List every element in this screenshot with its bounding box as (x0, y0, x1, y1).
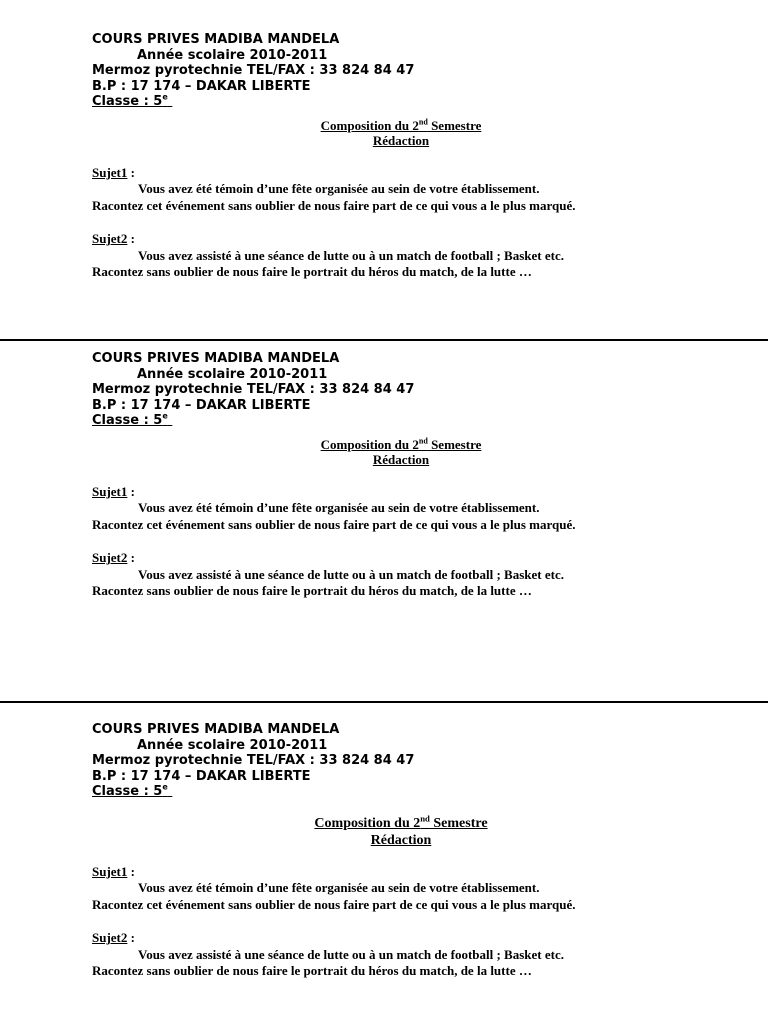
class-text: Classe : 5 (92, 784, 163, 800)
school-header (92, 32, 712, 110)
class-text: Classe : 5 (92, 413, 163, 429)
composition-suffix: Semestre (427, 117, 482, 133)
composition-prefix: Composition du 2 (320, 117, 419, 133)
subject-2 (92, 930, 712, 980)
composition-superscript: nd (418, 117, 428, 127)
composition-title (91, 118, 711, 149)
subject-1-heading (92, 165, 712, 182)
subject-2-line-1: Vous avez assisté à une séance de lutte ou à un match de football ; Basket etc. (138, 566, 564, 582)
subject-1-label: Sujet1 (92, 483, 128, 499)
subject-2-line-2: Racontez sans oublier de nous faire le portrait du héros du match, de la lutte … (92, 963, 532, 979)
school-address: Mermoz pyrotechnie TEL/FAX : 33 824 84 47 (92, 382, 415, 398)
composition-heading (91, 118, 711, 134)
composition-subtitle: Rédaction (370, 832, 432, 848)
class-label (92, 94, 712, 110)
subject-1-line-2: Racontez cet événement sans oublier de nous faire part de ce qui vous a le plus marqué. (92, 516, 576, 532)
composition-superscript: nd (420, 813, 430, 824)
school-name: COURS PRIVES MADIBA MANDELA (92, 351, 340, 366)
composition-title (91, 437, 711, 468)
subject-2-line-1: Vous avez assisté à une séance de lutte ou à un match de football ; Basket etc. (138, 946, 564, 962)
class-superscript: e (162, 93, 168, 103)
subject-2-line-1: Vous avez assisté à une séance de lutte ou à un match de football ; Basket etc. (138, 247, 564, 263)
composition-heading (91, 437, 711, 453)
composition-heading (91, 815, 711, 832)
school-bp: B.P : 17 174 – DAKAR LIBERTE (92, 768, 311, 784)
subject-1-line-1: Vous avez été témoin d’une fête organisée au sein de votre établissement. (138, 500, 540, 516)
class-label (92, 413, 712, 429)
subject-1-line-2: Racontez cet événement sans oublier de nous faire part de ce qui vous a le plus marqué. (92, 896, 576, 912)
subject-2-line-2: Racontez sans oublier de nous faire le portrait du héros du match, de la lutte … (92, 264, 532, 280)
school-year: Année scolaire 2010-2011 (137, 366, 328, 382)
school-name: COURS PRIVES MADIBA MANDELA (92, 32, 340, 47)
class-label (92, 784, 712, 800)
subject-1 (92, 864, 712, 914)
subject-2-heading (92, 231, 712, 248)
school-name: COURS PRIVES MADIBA MANDELA (92, 722, 340, 737)
exam-sheet-3 (92, 722, 712, 980)
subject-2 (92, 231, 712, 281)
school-bp: B.P : 17 174 – DAKAR LIBERTE (92, 78, 311, 94)
school-bp: B.P : 17 174 – DAKAR LIBERTE (92, 397, 311, 413)
composition-superscript: nd (418, 436, 428, 446)
subject-1-colon: : (127, 483, 135, 499)
composition-prefix: Composition du 2 (314, 815, 421, 831)
subject-1-colon: : (127, 164, 135, 180)
class-superscript: e (162, 412, 168, 422)
subject-2-colon: : (127, 231, 135, 247)
subject-1-label: Sujet1 (92, 164, 128, 180)
subject-2-label: Sujet2 (92, 550, 128, 566)
subject-2-heading (92, 930, 712, 947)
school-header (92, 722, 712, 800)
exam-sheet-1 (92, 32, 712, 281)
subject-2-line-2: Racontez sans oublier de nous faire le portrait du héros du match, de la lutte … (92, 583, 532, 599)
subject-1-heading (92, 864, 712, 881)
subject-2-colon: : (127, 930, 135, 946)
cut-line-divider (0, 339, 768, 341)
class-text: Classe : 5 (92, 94, 163, 110)
school-header (92, 351, 712, 429)
composition-title (91, 815, 711, 849)
cut-line-divider (0, 701, 768, 703)
subject-2-label: Sujet2 (92, 231, 128, 247)
subject-1-line-1: Vous avez été témoin d’une fête organisée au sein de votre établissement. (138, 880, 540, 896)
subject-2-label: Sujet2 (92, 930, 128, 946)
composition-subtitle: Rédaction (372, 133, 430, 149)
subject-1-heading (92, 484, 712, 501)
school-address: Mermoz pyrotechnie TEL/FAX : 33 824 84 47 (92, 753, 415, 769)
school-address: Mermoz pyrotechnie TEL/FAX : 33 824 84 47 (92, 63, 415, 79)
subject-2-colon: : (127, 550, 135, 566)
subject-1-line-1: Vous avez été témoin d’une fête organisée au sein de votre établissement. (138, 181, 540, 197)
composition-prefix: Composition du 2 (320, 436, 419, 452)
composition-subtitle: Rédaction (372, 452, 430, 468)
subject-2 (92, 550, 712, 600)
exam-sheet-2 (92, 351, 712, 600)
subject-2-heading (92, 550, 712, 567)
subject-1-colon: : (127, 863, 135, 879)
composition-suffix: Semestre (429, 815, 488, 831)
school-year: Année scolaire 2010-2011 (137, 47, 328, 63)
class-superscript: e (162, 783, 168, 793)
subject-1 (92, 484, 712, 534)
composition-suffix: Semestre (427, 436, 482, 452)
subject-1 (92, 165, 712, 215)
subject-1-label: Sujet1 (92, 863, 128, 879)
subject-1-line-2: Racontez cet événement sans oublier de nous faire part de ce qui vous a le plus marqué. (92, 197, 576, 213)
school-year: Année scolaire 2010-2011 (137, 737, 328, 753)
